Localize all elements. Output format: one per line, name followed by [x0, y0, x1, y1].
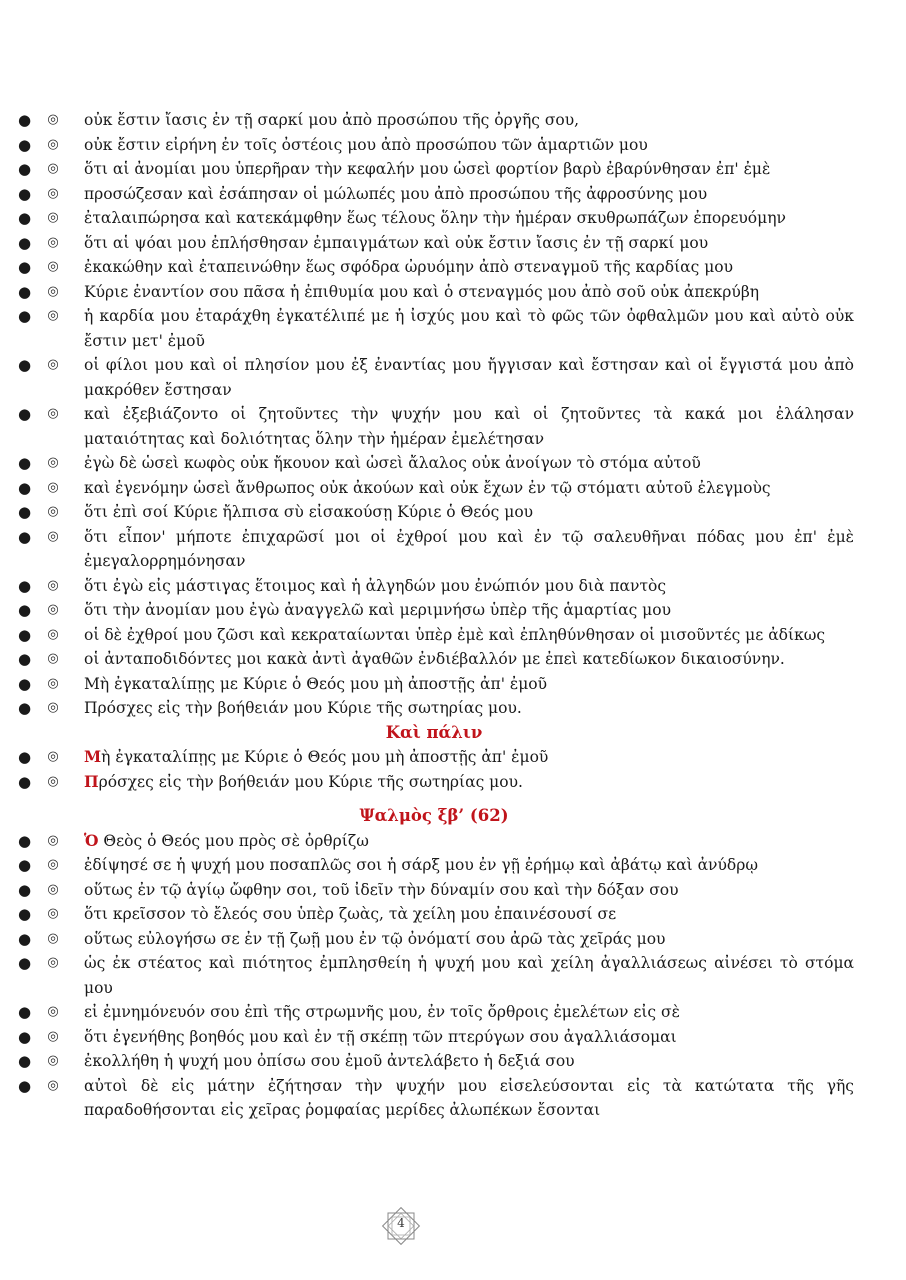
verse-text [84, 745, 854, 770]
verse-line [14, 108, 854, 133]
bullet-dot-icon: ● [18, 699, 32, 717]
verse-text: Πρόσχες εἰς τὴν βοήθειάν μου Κύριε τῆς σωτηρίας μου. [84, 699, 522, 717]
verse-line [14, 280, 854, 305]
bullet-dot-icon: ● [18, 405, 32, 423]
verse-text: ἐκακώθην καὶ ἐταπεινώθην ἕως σφόδρα ὠρυόμην ἀπὸ στεναγμοῦ τῆς καρδίας μου [84, 258, 734, 276]
initial-capital: Ὁ [84, 830, 99, 850]
spiral-ornament-icon: ◎ [47, 832, 59, 848]
bullet-dot-icon: ● [18, 527, 32, 546]
spiral-ornament-icon: ◎ [47, 210, 59, 225]
verse-line [14, 525, 854, 574]
bullet-dot-icon: ● [18, 772, 32, 791]
spiral-ornament-icon: ◎ [47, 749, 59, 764]
page-number: 4 [397, 1216, 405, 1230]
bullet-dot-icon: ● [18, 258, 32, 276]
bullet-dot-icon: ● [18, 1076, 32, 1095]
bullet-dot-icon: ● [18, 160, 32, 178]
verse-line [14, 853, 854, 878]
verse-line [14, 574, 854, 599]
verse-line [14, 598, 854, 623]
verse-line [14, 157, 854, 182]
verse-text: ὅτι κρεῖσσον τὸ ἔλεός σου ὑπὲρ ζωὰς, τὰ χείλη μου ἐπαινέσουσί σε [84, 905, 617, 923]
initial-capital: Π [84, 771, 99, 791]
verse-text: καὶ ἐξεβιάζοντο οἱ ζητοῦντες τὴν ψυχήν μου καὶ οἱ ζητοῦντες τὰ κακά μοι ἐλάλησαν ματαιότητας καὶ δολιότητας ὅλην τὴν ἡμέραν ἐμελέτησαν [84, 405, 854, 448]
verse-line [14, 451, 854, 476]
spiral-ornament-icon: ◎ [47, 651, 59, 666]
bullet-dot-icon: ● [18, 111, 32, 129]
verse-line [14, 500, 854, 525]
spiral-ornament-icon: ◎ [47, 773, 59, 789]
verse-text: ἡ καρδία μου ἐταράχθη ἐγκατέλιπέ με ἡ ἰσχύς μου καὶ τὸ φῶς τῶν ὀφθαλμῶν μου καὶ αὐτὸ οὐκ ἔστιν μετ' ἐμοῦ [84, 307, 854, 350]
verse-line [14, 1025, 854, 1050]
spiral-ornament-icon: ◎ [47, 675, 59, 691]
bullet-dot-icon: ● [18, 307, 32, 325]
spiral-ornament-icon: ◎ [47, 881, 59, 897]
verse-line [14, 255, 854, 280]
spiral-ornament-icon: ◎ [47, 357, 59, 372]
verse-text: οἱ ἀνταποδιδόντες μοι κακὰ ἀντὶ ἀγαθῶν ἐνδιέβαλλόν με ἐπεὶ κατεδίωκον δικαιοσύνην. [84, 650, 785, 668]
bullet-dot-icon: ● [18, 856, 32, 874]
bullet-dot-icon: ● [18, 880, 32, 899]
page-number-ornament [379, 1204, 423, 1248]
spiral-ornament-icon: ◎ [47, 185, 59, 201]
verse-list-1 [14, 108, 854, 721]
spiral-ornament-icon: ◎ [47, 1004, 59, 1019]
verse-text: οἱ δὲ ἐχθροί μου ζῶσι καὶ κεκραταίωνται ὑπὲρ ἐμὲ καὶ ἐπληθύνθησαν οἱ μισοῦντές με ἀδίκως [84, 625, 826, 644]
bullet-dot-icon: ● [18, 905, 32, 923]
bullet-dot-icon: ● [18, 184, 32, 203]
verse-line [14, 770, 854, 795]
section-heading-kai-palin: Καὶ πάλιν [385, 722, 483, 742]
verse-line [14, 206, 854, 231]
verse-line [14, 231, 854, 256]
spiral-ornament-icon: ◎ [47, 136, 59, 152]
bullet-dot-icon: ● [18, 748, 32, 766]
verse-line [14, 476, 854, 501]
verse-text: οὐκ ἔστιν εἰρήνη ἐν τοῖς ὀστέοις μου ἀπὸ προσώπου τῶν ἁμαρτιῶν μου [84, 135, 648, 154]
bullet-dot-icon: ● [18, 601, 32, 619]
verse-line [14, 353, 854, 402]
spiral-ornament-icon: ◎ [47, 626, 59, 642]
bullet-dot-icon: ● [18, 1003, 32, 1021]
spiral-ornament-icon: ◎ [47, 259, 59, 274]
verse-line [14, 1000, 854, 1025]
verse-line [14, 1074, 854, 1123]
verse-line [14, 951, 854, 1000]
spiral-ornament-icon: ◎ [47, 308, 59, 323]
verse-line [14, 927, 854, 952]
bullet-dot-icon: ● [18, 209, 32, 227]
verse-line [14, 133, 854, 158]
verse-text [84, 829, 854, 854]
spiral-ornament-icon: ◎ [47, 528, 59, 544]
bullet-dot-icon: ● [18, 233, 32, 252]
verse-rest: ρόσχες εἰς τὴν βοήθειάν μου Κύριε τῆς σωτηρίας μου. [98, 772, 523, 791]
spiral-ornament-icon: ◎ [47, 283, 59, 299]
bullet-dot-icon: ● [18, 356, 32, 374]
bullet-dot-icon: ● [18, 625, 32, 644]
verse-text: οὐκ ἔστιν ἴασις ἐν τῇ σαρκί μου ἀπὸ προσώπου τῆς ὀργῆς σου, [84, 111, 580, 129]
page-content [14, 108, 854, 1123]
spiral-ornament-icon: ◎ [47, 1077, 59, 1093]
verse-text: ἐκολλήθη ἡ ψυχή μου ὀπίσω σου ἐμοῦ ἀντελάβετο ἡ δεξιά σου [84, 1052, 575, 1070]
verse-text: οἱ φίλοι μου καὶ οἱ πλησίον μου ἐξ ἐναντίας μου ἤγγισαν καὶ ἔστησαν καὶ οἱ ἔγγιστά μου ἀπὸ μακρόθεν ἔστησαν [84, 356, 854, 399]
spiral-ornament-icon: ◎ [47, 504, 59, 519]
bullet-dot-icon: ● [18, 831, 32, 850]
spiral-ornament-icon: ◎ [47, 577, 59, 593]
verse-text: ὅτι ἐπὶ σοί Κύριε ἤλπισα σὺ εἰσακούσῃ Κύριε ὁ Θεός μου [84, 503, 534, 521]
spiral-ornament-icon: ◎ [47, 602, 59, 617]
verse-text: Μὴ ἐγκαταλίπῃς με Κύριε ὁ Θεός μου μὴ ἀποστῇς ἀπ' ἐμοῦ [84, 674, 548, 693]
spiral-ornament-icon: ◎ [47, 955, 59, 970]
verse-text: ὅτι αἱ ψόαι μου ἐπλήσθησαν ἐμπαιγμάτων καὶ οὐκ ἔστιν ἴασις ἐν τῇ σαρκί μου [84, 233, 709, 252]
bullet-dot-icon: ● [18, 1027, 32, 1046]
verse-text: ὡς ἐκ στέατος καὶ πιότητος ἐμπλησθείη ἡ ψυχή μου καὶ χείλη ἀγαλλιάσεως αἰνέσει τὸ στόμα μου [84, 954, 854, 997]
verse-text: καὶ ἐγενόμην ὡσεὶ ἄνθρωπος οὐκ ἀκούων καὶ οὐκ ἔχων ἐν τῷ στόματι αὐτοῦ ἐλεγμοὺς [84, 478, 771, 497]
spiral-ornament-icon: ◎ [47, 234, 59, 250]
verse-text: Κύριε ἐναντίον σου πᾶσα ἡ ἐπιθυμία μου καὶ ὁ στεναγμός μου ἀπὸ σοῦ οὐκ ἀπεκρύβη [84, 282, 760, 301]
verse-text: ὅτι ἐγενήθης βοηθός μου καὶ ἐν τῇ σκέπῃ τῶν πτερύγων σου ἀγαλλιάσομαι [84, 1027, 677, 1046]
verse-line [14, 672, 854, 697]
bullet-dot-icon: ● [18, 954, 32, 972]
verse-line [14, 829, 854, 854]
verse-line [14, 647, 854, 672]
verse-line [14, 745, 854, 770]
bullet-dot-icon: ● [18, 478, 32, 497]
verse-text [84, 770, 854, 795]
bullet-dot-icon: ● [18, 282, 32, 301]
spiral-ornament-icon: ◎ [47, 930, 59, 946]
verse-line [14, 878, 854, 903]
verse-text: αὐτοὶ δὲ εἰς μάτην ἐζήτησαν τὴν ψυχήν μου εἰσελεύσονται εἰς τὰ κατώτατα τῆς γῆς παραδοθήσονται εἰς χεῖρας ῥομφαίας μερίδες ἀλωπέκων ἔσονται [84, 1076, 854, 1119]
spiral-ornament-icon: ◎ [47, 906, 59, 921]
verse-line [14, 623, 854, 648]
spiral-ornament-icon: ◎ [47, 857, 59, 872]
verse-line [14, 1049, 854, 1074]
verse-text: εἰ ἐμνημόνευόν σου ἐπὶ τῆς στρωμνῆς μου, ἐν τοῖς ὄρθροις ἐμελέτων εἰς σὲ [84, 1003, 680, 1021]
spiral-ornament-icon: ◎ [47, 112, 59, 127]
bullet-dot-icon: ● [18, 650, 32, 668]
initial-capital: Μ [84, 747, 102, 766]
verse-rest: ὴ ἐγκαταλίπῃς με Κύριε ὁ Θεός μου μὴ ἀποστῇς ἀπ' ἐμοῦ [101, 748, 549, 766]
verse-list-2 [14, 745, 854, 794]
spiral-ornament-icon: ◎ [47, 700, 59, 715]
verse-line [14, 902, 854, 927]
bullet-dot-icon: ● [18, 454, 32, 472]
verse-rest: Θεὸς ὁ Θεός μου πρὸς σὲ ὀρθρίζω [98, 831, 369, 850]
verse-text: ὅτι εἶπον' μήποτε ἐπιχαρῶσί μοι οἱ ἐχθροί μου καὶ ἐν τῷ σαλευθῆναι πόδας μου ἐπ' ἐμὲ ἐμεγαλορρημόνησαν [84, 527, 854, 570]
verse-text: ἐδίψησέ σε ἡ ψυχή μου ποσαπλῶς σοι ἡ σάρξ μου ἐν γῇ ἐρήμῳ καὶ ἀβάτῳ καὶ ἀνύδρῳ [84, 856, 758, 874]
verse-list-3 [14, 829, 854, 1123]
verse-text: προσώζεσαν καὶ ἐσάπησαν οἱ μώλωπές μου ἀπὸ προσώπου τῆς ἀφροσύνης μου [84, 184, 708, 203]
verse-text: ἐταλαιπώρησα καὶ κατεκάμφθην ἕως τέλους ὅλην τὴν ἡμέραν σκυθρωπάζων ἐπορευόμην [84, 209, 786, 227]
spiral-ornament-icon: ◎ [47, 161, 59, 176]
verse-line [14, 696, 854, 721]
psalm-title: Ψαλμὸς ξβ’ (62) [359, 806, 509, 825]
verse-line [14, 402, 854, 451]
bullet-dot-icon: ● [18, 135, 32, 154]
spiral-ornament-icon: ◎ [47, 479, 59, 495]
verse-text: ἐγὼ δὲ ὡσεὶ κωφὸς οὐκ ἤκουον καὶ ὡσεὶ ἄλαλος οὐκ ἀνοίγων τὸ στόμα αὐτοῦ [84, 454, 701, 472]
bullet-dot-icon: ● [18, 674, 32, 693]
spiral-ornament-icon: ◎ [47, 455, 59, 470]
spiral-ornament-icon: ◎ [47, 406, 59, 421]
verse-text: ὅτι ἐγὼ εἰς μάστιγας ἕτοιμος καὶ ἡ ἀλγηδών μου ἐνώπιόν μου διὰ παντὸς [84, 576, 667, 595]
verse-text: ὅτι τὴν ἀνομίαν μου ἐγὼ ἀναγγελῶ καὶ μεριμνήσω ὑπὲρ τῆς ἁμαρτίας μου [84, 601, 672, 619]
bullet-dot-icon: ● [18, 503, 32, 521]
verse-line [14, 182, 854, 207]
verse-text: οὕτως ἐν τῷ ἁγίῳ ὤφθην σοι, τοῦ ἰδεῖν τὴν δύναμίν σου καὶ τὴν δόξαν σου [84, 880, 679, 899]
spiral-ornament-icon: ◎ [47, 1028, 59, 1044]
bullet-dot-icon: ● [18, 929, 32, 948]
spiral-ornament-icon: ◎ [47, 1053, 59, 1068]
verse-line [14, 304, 854, 353]
verse-text: οὕτως εὐλογήσω σε ἐν τῇ ζωῇ μου ἐν τῷ ὀνόματί σου ἀρῶ τὰς χεῖράς μου [84, 929, 666, 948]
bullet-dot-icon: ● [18, 576, 32, 595]
verse-text: ὅτι αἱ ἀνομίαι μου ὑπερῆραν τὴν κεφαλήν μου ὡσεὶ φορτίον βαρὺ ἐβαρύνθησαν ἐπ' ἐμὲ [84, 160, 771, 178]
bullet-dot-icon: ● [18, 1052, 32, 1070]
